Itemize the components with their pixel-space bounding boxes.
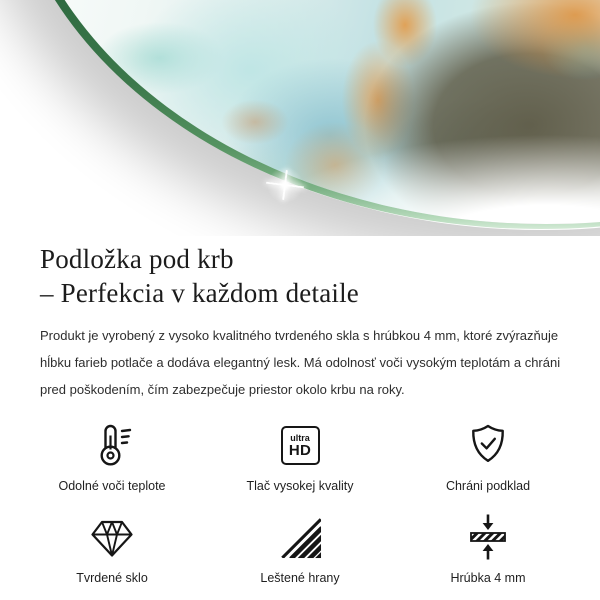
thickness-icon (464, 513, 512, 561)
feature-thickness (394, 513, 582, 585)
page-title-line2: – Perfekcia v každom detaile (40, 278, 359, 308)
polished-edges-icon (278, 513, 322, 561)
feature-polished-edges (206, 513, 394, 585)
feature-protects-surface (394, 421, 582, 493)
feature-print-quality (206, 421, 394, 493)
product-description: Produkt je vyrobený z vysoko kvalitného tvrdeného skla s hrúbkou 4 mm, ktoré zvýrazňuje hĺbku farieb potlače a dodáva elegantný lesk. Má odolnosť voči vysokým teplotám a chráni pred poškodením, čím zabezpečuje priestor okolo krbu na roky. (40, 328, 561, 397)
ultra-hd-icon-text-top: ultra (290, 432, 310, 443)
feature-heat-resistant (18, 421, 206, 493)
page-title-line1: Podložka pod krb (40, 244, 234, 274)
product-hero-image (0, 0, 600, 236)
features-grid (0, 421, 600, 585)
feature-label: Leštené hrany (260, 571, 340, 585)
feature-label: Tvrdené sklo (76, 571, 148, 585)
feature-tempered-glass (18, 513, 206, 585)
shield-check-icon (465, 421, 511, 469)
feature-label: Hrúbka 4 mm (450, 571, 526, 585)
ultra-hd-icon-text-bottom: HD (288, 441, 312, 459)
feature-label: Tlač vysokej kvality (246, 479, 354, 493)
ultra-hd-icon (281, 421, 320, 469)
diamond-icon (88, 513, 136, 561)
thermometer-icon (89, 421, 135, 469)
sparkle-glint-icon (263, 163, 307, 207)
page-title (40, 242, 560, 310)
feature-label: Odolné voči teplote (58, 479, 166, 493)
feature-label: Chráni podklad (445, 479, 531, 493)
